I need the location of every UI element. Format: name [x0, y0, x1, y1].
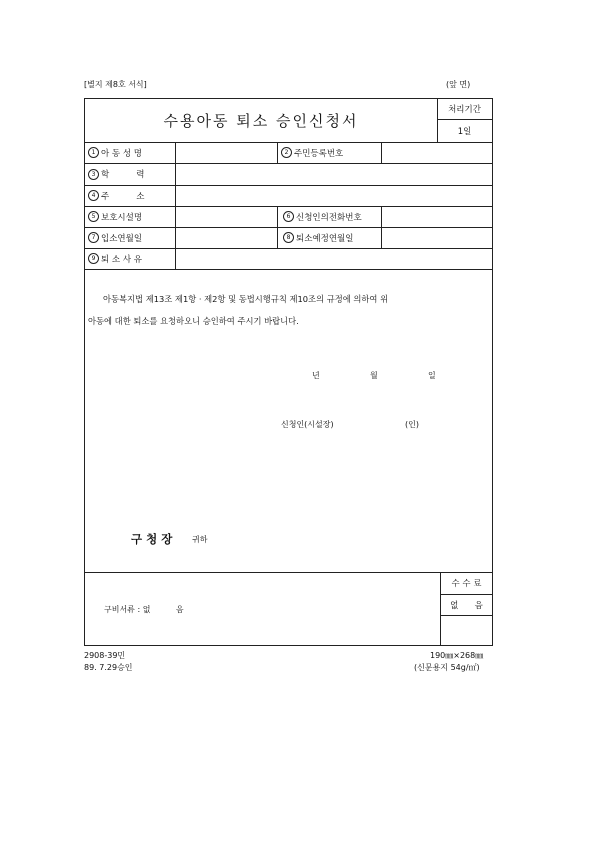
resident-number-label [281, 142, 381, 163]
applicant-phone-field[interactable] [382, 206, 492, 227]
resident-number-text: 주민등록번호 [294, 148, 344, 159]
column-border [277, 142, 278, 163]
circle-number-9: 9 [88, 253, 99, 264]
date-month-label: 월 [370, 371, 378, 380]
education-text: 학 력 [101, 170, 145, 180]
date-year-label: 년 [312, 371, 320, 380]
circle-number-3: 3 [88, 169, 99, 180]
discharge-date-label [283, 227, 381, 248]
application-form [84, 98, 493, 646]
admission-date-field[interactable] [176, 227, 276, 248]
address-text: 주 소 [101, 191, 145, 202]
applicant-phone-text: 신청인의전화번호 [296, 212, 362, 223]
education-field[interactable] [176, 163, 492, 185]
circle-number-2: 2 [281, 147, 292, 158]
admission-date-text: 입소연월일 [101, 233, 143, 244]
facility-name-field[interactable] [176, 206, 276, 227]
request-text-line2: 아동에 대한 퇴소를 요청하오니 승인하여 주시기 바랍니다. [88, 316, 299, 326]
approval-date: 89. 7.29승인 [84, 663, 133, 672]
bottom-section-divider [85, 572, 492, 573]
child-name-field[interactable] [176, 142, 276, 163]
admission-date-label [88, 227, 175, 248]
column-border [277, 206, 278, 248]
circle-number-6: 6 [283, 211, 294, 222]
address-label [88, 185, 175, 206]
paper-type: (신문용지 54g/㎡) [414, 663, 480, 672]
discharge-reason-field[interactable] [176, 248, 492, 269]
processing-period-value: 1일 [457, 126, 472, 137]
applicant-phone-label [283, 206, 381, 227]
date-day-label: 일 [428, 371, 436, 380]
address-field[interactable] [176, 185, 492, 206]
child-name-label [88, 142, 175, 163]
education-label [88, 163, 175, 185]
recipient-title: 구 청 장 [131, 532, 173, 546]
form-number: [별지 제8호 서식] [84, 80, 147, 89]
discharge-date-text: 퇴소예정연월일 [296, 233, 354, 244]
facility-name-label [88, 206, 175, 227]
page-side: (앞 면) [446, 80, 471, 89]
seal-mark: (인) [405, 420, 419, 429]
fee-label: 수 수 료 [451, 579, 482, 589]
fee-value: 없 음 [450, 600, 483, 611]
form-title: 수용아동 퇴소 승인신청서 [163, 112, 359, 130]
discharge-reason-label [88, 248, 175, 269]
required-documents: 구비서류 : 없 음 [104, 605, 184, 614]
form-code: 2908-39민 [84, 651, 126, 660]
discharge-reason-text: 퇴 소 사 유 [101, 254, 142, 265]
discharge-date-field[interactable] [382, 227, 492, 248]
applicant-label: 신청인(시설장) [281, 420, 334, 429]
fee-bottom [440, 615, 492, 616]
circle-number-7: 7 [88, 232, 99, 243]
circle-number-1: 1 [88, 147, 99, 158]
row-line [85, 269, 492, 270]
circle-number-4: 4 [88, 190, 99, 201]
child-name-text: 아 동 성 명 [101, 148, 142, 159]
paper-size: 190㎜×268㎜ [430, 651, 484, 660]
facility-name-text: 보호시설명 [101, 212, 143, 223]
resident-number-field[interactable] [382, 142, 492, 163]
processing-period-label: 처리기간 [448, 105, 481, 115]
recipient-suffix: 귀하 [192, 535, 208, 544]
request-text-line1: 아동복지법 제13조 제1항 · 제2항 및 동법시행규칙 제10조의 규정에 의하여 위 [103, 294, 389, 304]
circle-number-5: 5 [88, 211, 99, 222]
circle-number-8: 8 [283, 232, 294, 243]
